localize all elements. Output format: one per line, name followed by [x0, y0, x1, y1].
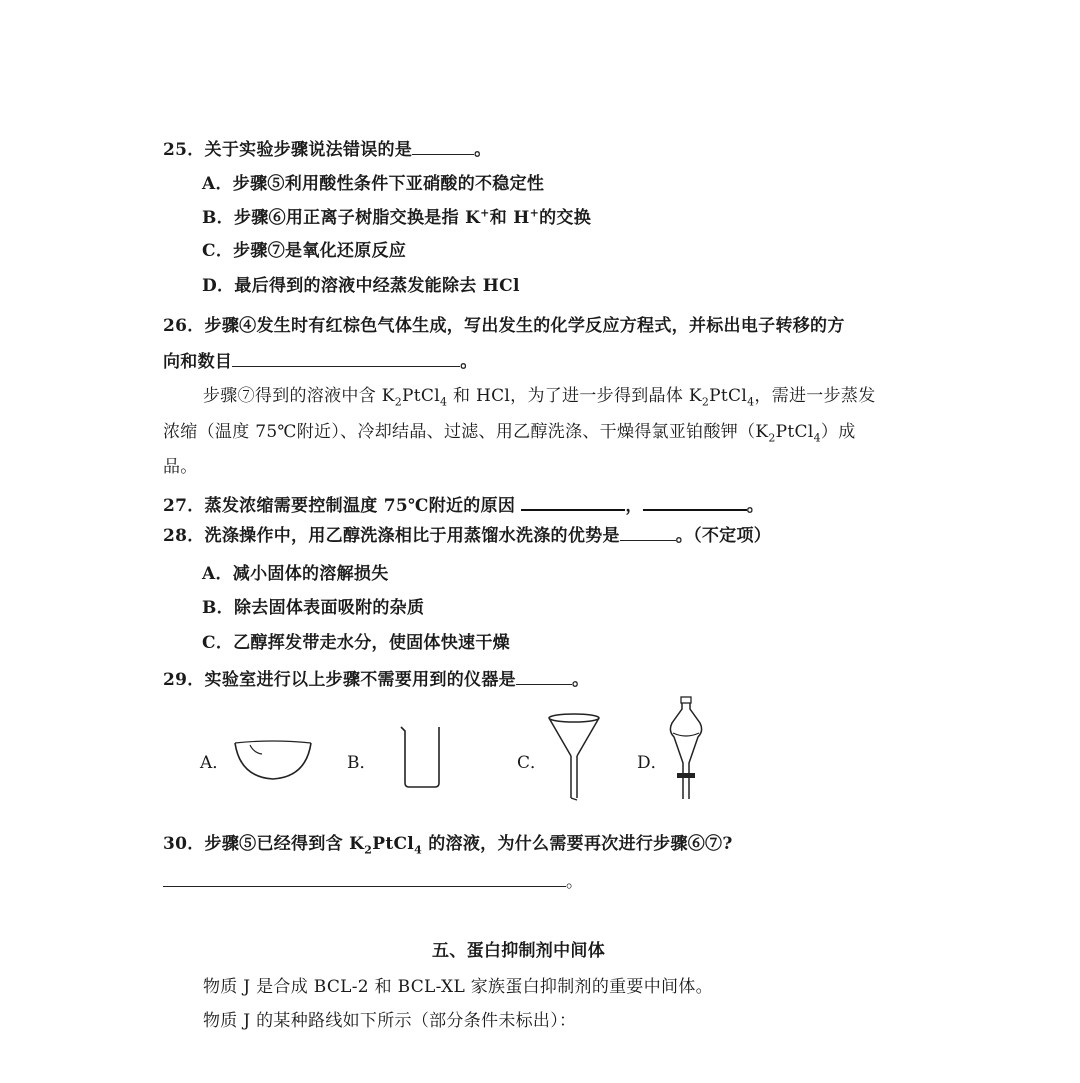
section5-para1: 物质 J 是合成 BCL-2 和 BCL-XL 家族蛋白抑制剂的重要中间体。 [203, 977, 713, 997]
q25-stem: 25．关于实验步骤说法错误的是 。 [163, 140, 492, 160]
q27-answer-blank-1[interactable] [521, 493, 625, 511]
q27-stem: 27．蒸发浓缩需要控制温度 75℃附近的原因 ， 。 [163, 493, 764, 517]
q30-answer-blank[interactable] [163, 870, 566, 887]
q25-answer-blank[interactable] [412, 138, 474, 155]
q30-answer-line: 。 [163, 870, 583, 893]
q28-option-a: A．减小固体的溶解损失 [202, 564, 389, 584]
beaker-icon [398, 725, 446, 789]
para-line1: 步骤⑦得到的溶液中含 $K_2PtCl_4$ 和 HCl，为了进一步得到晶体 $K_2PtCl_4$，需进一步蒸发 [203, 386, 876, 409]
q29-label-c: C． [517, 753, 548, 773]
q25-option-d: D．最后得到的溶液中经蒸发能除去 HCl [202, 276, 520, 296]
q25-option-c: C．步骤⑦是氧化还原反应 [202, 241, 407, 261]
separatory-funnel-icon [664, 695, 708, 805]
para-line2: 浓缩（温度 75℃附近）、冷却结晶、过滤、用乙醇洗涤、干燥得氯亚铂酸钾$(K_2PtCl_4)$成 [163, 422, 856, 445]
q30-stem: 30．步骤⑤已经得到含 $K_2PtCl_4$ 的溶液，为什么需要再次进行步骤⑥⑦? [163, 834, 733, 857]
q28-option-c: C．乙醇挥发带走水分，使固体快速干燥 [202, 633, 510, 653]
q29-stem: 29．实验室进行以上步骤不需要用到的仪器是 。 [163, 670, 590, 690]
q29-label-a: A． [200, 753, 230, 773]
q25-option-a: A．步骤⑤利用酸性条件下亚硝酸的不稳定性 [202, 174, 545, 194]
q25-option-b: B．步骤⑥用正离子树脂交换是指 K+和 H+的交换 [202, 206, 592, 228]
q26-answer-blank[interactable] [232, 350, 460, 367]
q29-label-d: D． [637, 753, 668, 773]
q27-answer-blank-2[interactable] [643, 493, 747, 511]
q29-answer-blank[interactable] [516, 668, 572, 685]
section5-title: 五、蛋白抑制剂中间体 [432, 941, 605, 961]
q28-answer-blank[interactable] [620, 524, 676, 541]
section5-para2: 物质 J 的某种路线如下所示（部分条件未标出）： [203, 1011, 577, 1031]
q28-stem: 28．洗涤操作中，用乙醇洗涤相比于用蒸馏水洗涤的优势是 。（不定项） [163, 526, 772, 546]
para-line3: 品。 [163, 457, 198, 477]
q26-line1: 26．步骤④发生时有红棕色气体生成，写出发生的化学反应方程式，并标出电子转移的方 [163, 316, 845, 336]
q28-option-b: B．除去固体表面吸附的杂质 [202, 598, 425, 618]
q26-line2: 向和数目 。 [163, 352, 478, 372]
funnel-icon [546, 712, 602, 804]
q29-label-b: B． [347, 753, 377, 773]
evaporating-dish-icon [232, 735, 314, 783]
